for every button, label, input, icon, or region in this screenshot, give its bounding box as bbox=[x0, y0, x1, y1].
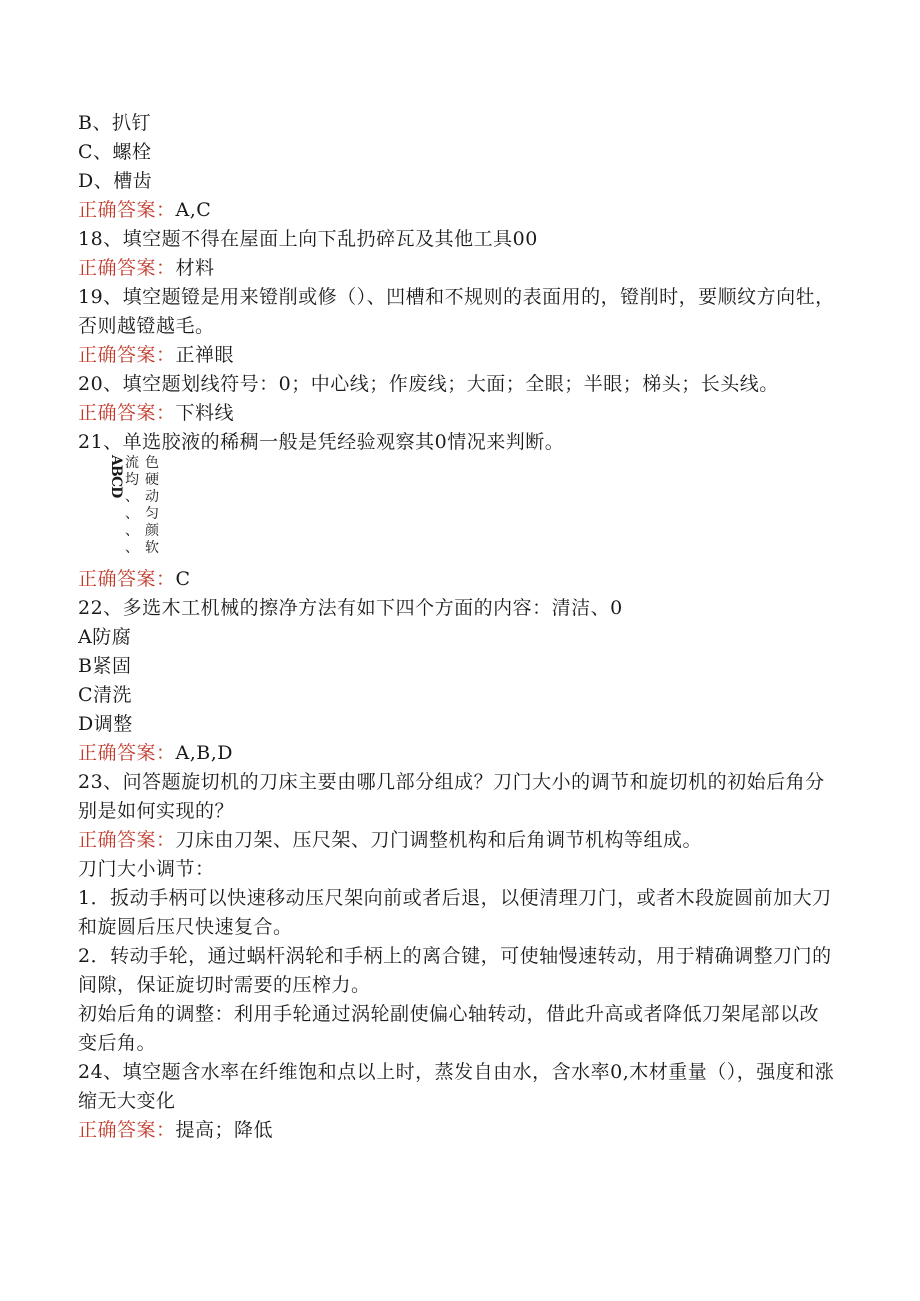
question-18: 18、填空题不得在屋面上向下乱扔碎瓦及其他工具00 bbox=[78, 228, 538, 250]
option-column-1 bbox=[124, 455, 140, 557]
answer-label: 正确答案： bbox=[78, 344, 176, 366]
question-19: 19、填空题镫是用来镫削或修（）、凹槽和不规则的表面用的，镫削时，要顺纹方向牡，否则越镫越毛。 bbox=[78, 286, 835, 337]
answer-label: 正确答案： bbox=[78, 1119, 176, 1141]
question-21-options bbox=[78, 455, 218, 565]
option-glyph: 、 bbox=[125, 506, 139, 522]
answer-label: 正确答案： bbox=[78, 257, 176, 279]
answer-23-paragraph: 初始后角的调整：利用手轮通过涡轮副使偏心轴转动，借此升高或者降低刀架尾部以改变后角。 bbox=[78, 1003, 820, 1054]
answer-23-paragraph: 1．扳动手柄可以快速移动压尺架向前或者后退，以便清理刀门，或者木段旋圆前加大刀和旋圆后压尺快速复合。 bbox=[78, 887, 832, 938]
answer-value: 提高；降低 bbox=[175, 1119, 274, 1141]
answer-label: 正确答案： bbox=[78, 742, 176, 764]
question-21: 21、单选胶液的稀稠一般是凭经验观察其0情况来判断。 bbox=[78, 431, 565, 453]
answer-label: 正确答案： bbox=[78, 199, 176, 221]
option-c: C清洗 bbox=[78, 684, 133, 706]
answer-label: 正确答案： bbox=[78, 568, 176, 590]
question-22: 22、多选木工机械的擦净方法有如下四个方面的内容：清洁、0 bbox=[78, 597, 623, 619]
option-b: B、扒钉 bbox=[78, 112, 151, 134]
option-glyph: 匀 bbox=[145, 506, 159, 522]
option-glyph: 软 bbox=[145, 540, 159, 556]
answer-18 bbox=[78, 254, 838, 283]
answer-label: 正确答案： bbox=[78, 829, 176, 851]
answer-value: 正禅眼 bbox=[175, 344, 235, 366]
answer-value: 刀床由刀架、压尺架、刀门调整机构和后角调节机构等组成。 bbox=[175, 829, 703, 851]
answer-20 bbox=[78, 399, 838, 428]
option-d: D调整 bbox=[78, 713, 133, 735]
option-glyph: 、 bbox=[125, 540, 139, 556]
option-glyph: 动 bbox=[145, 489, 159, 505]
answer-23-paragraph: 2．转动手轮，通过蜗杆涡轮和手柄上的离合键，可使轴慢速转动，用于精确调整刀门的间隙，保证旋切时需要的压榨力。 bbox=[78, 945, 832, 996]
option-a: A防腐 bbox=[78, 626, 132, 648]
answer-17 bbox=[78, 196, 838, 225]
answer-value: C bbox=[175, 568, 191, 590]
question-20: 20、填空题划线符号：0；中心线；作废线；大面；全眼；半眼；梯头；长头线。 bbox=[78, 373, 779, 395]
answer-23-paragraph: 刀门大小调节： bbox=[78, 858, 215, 880]
answer-22 bbox=[78, 739, 838, 768]
document-page bbox=[78, 109, 838, 1145]
option-column-2 bbox=[144, 455, 160, 557]
option-b: B紧固 bbox=[78, 655, 132, 677]
answer-label: 正确答案： bbox=[78, 402, 176, 424]
answer-value: 材料 bbox=[175, 257, 215, 279]
answer-value: A,B,D bbox=[175, 742, 234, 764]
option-glyph: 颜 bbox=[145, 523, 159, 539]
question-24: 24、填空题含水率在纤维饱和点以上时，蒸发自由水，含水率0,木材重量（），强度和涨缩无大变化 bbox=[78, 1061, 835, 1112]
answer-21 bbox=[78, 565, 838, 594]
option-glyph: 硬 bbox=[145, 472, 159, 488]
question-23: 23、问答题旋切机的刀床主要由哪几部分组成？刀门大小的调节和旋切机的初始后角分别是如何实现的？ bbox=[78, 771, 825, 822]
option-glyph: 均 bbox=[125, 472, 139, 488]
option-letters: ABCD bbox=[108, 455, 124, 498]
answer-19 bbox=[78, 341, 838, 370]
answer-value: A,C bbox=[175, 199, 212, 221]
option-glyph: 流 bbox=[125, 455, 139, 471]
option-glyph: 色 bbox=[145, 455, 159, 471]
option-c: C、螺栓 bbox=[78, 141, 152, 163]
answer-24 bbox=[78, 1116, 838, 1145]
answer-23 bbox=[78, 826, 838, 855]
option-d: D、槽齿 bbox=[78, 170, 153, 192]
option-glyph: 、 bbox=[125, 489, 139, 505]
option-glyph: 、 bbox=[125, 523, 139, 539]
answer-value: 下料线 bbox=[175, 402, 235, 424]
